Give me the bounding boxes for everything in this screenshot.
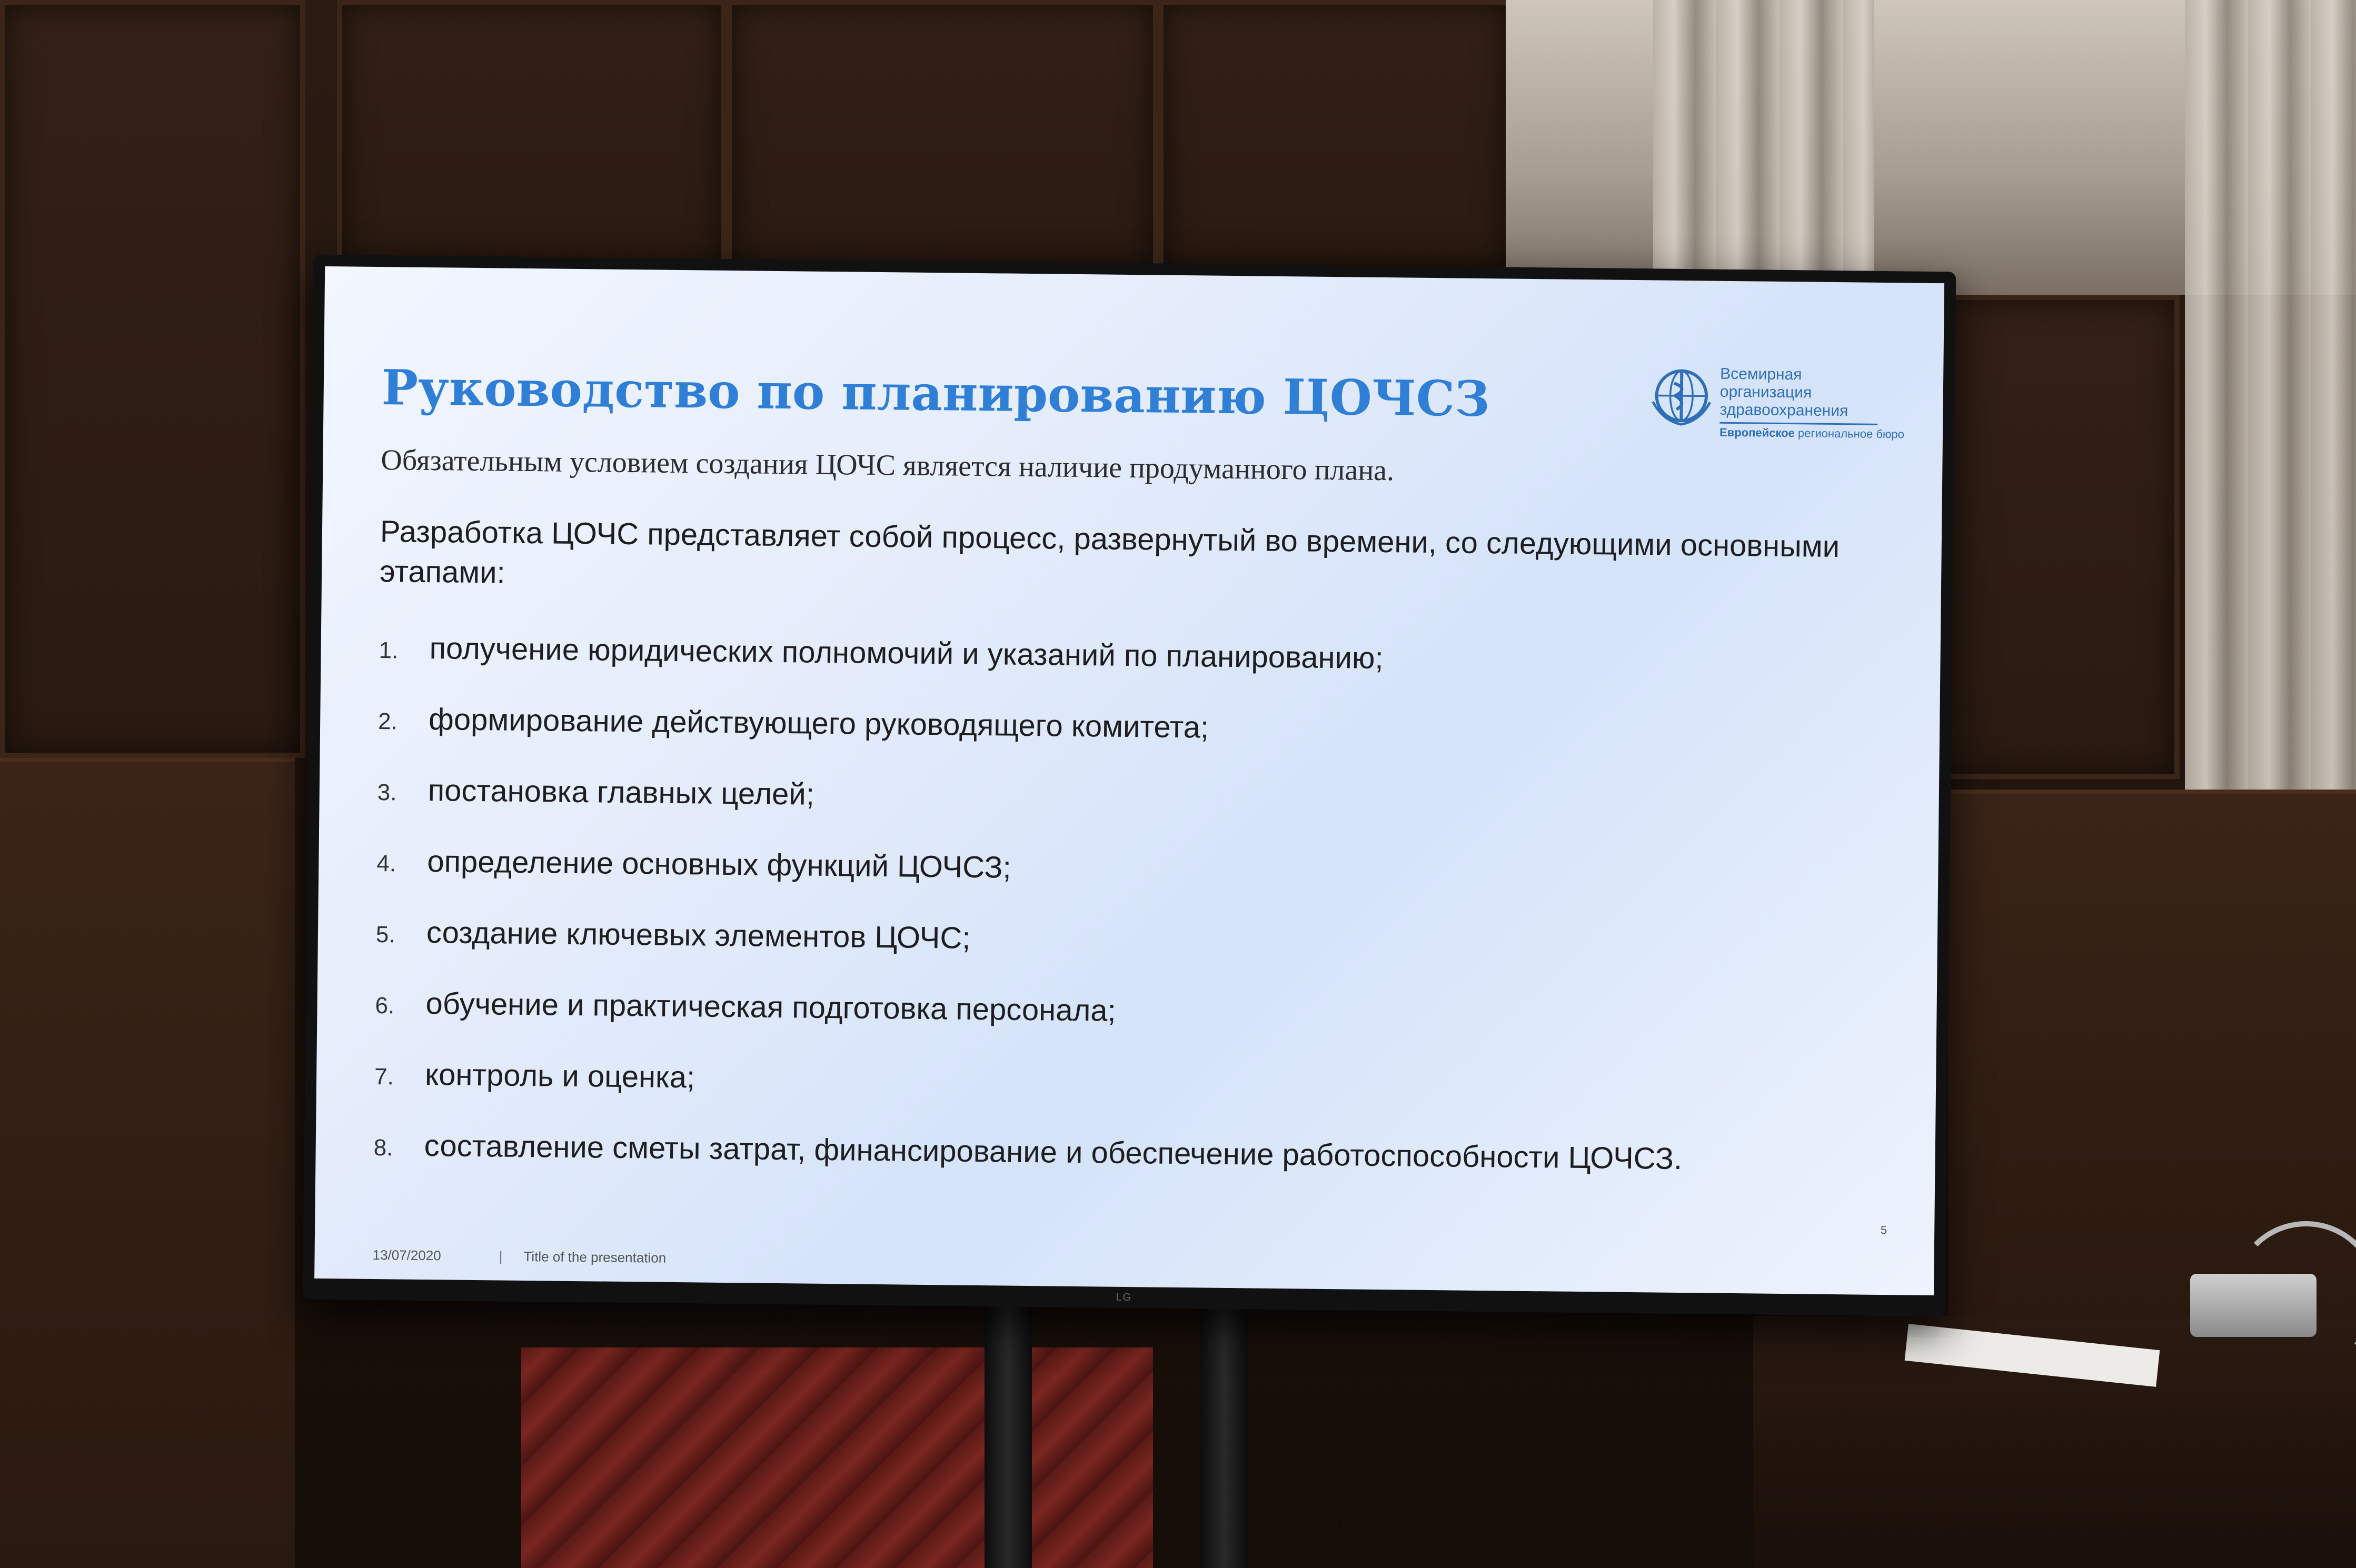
slide-screen: [314, 266, 1944, 1295]
step-text: создание ключевых элементов ЦОЧС;: [426, 915, 971, 955]
step-number: 7.: [374, 1064, 394, 1090]
list-item: [374, 1056, 1683, 1141]
step-text: определение основных функций ЦОЧСЗ;: [427, 844, 1011, 885]
step-number: 8.: [373, 1135, 393, 1161]
steps-list: [373, 630, 1688, 1212]
slide-intro: Разработка ЦОЧС представляет собой процесс, развернутый во времени, со следующими основными этапами:: [379, 514, 1840, 590]
monitor-brand-logo: LG: [1116, 1291, 1132, 1304]
step-text: формирование действующего руководящего комитета;: [428, 702, 1209, 745]
bench-left: [0, 758, 295, 1568]
carpet: [521, 1347, 1153, 1568]
step-text: контроль и оценка;: [424, 1057, 695, 1095]
slide-footer: [372, 1247, 666, 1266]
step-text: получение юридических полномочий и указаний по планированию;: [429, 631, 1384, 676]
list-item: [373, 1127, 1683, 1212]
monitor-stand: [985, 1295, 1032, 1568]
who-name: Всемирная организация здравоохранения: [1719, 365, 1848, 420]
slide-page-number: 5: [1880, 1223, 1887, 1237]
wood-panel-left: [0, 0, 305, 758]
list-item: [379, 630, 1688, 715]
step-number: 6.: [375, 993, 395, 1019]
wood-panel-center: [727, 0, 1158, 274]
step-number: 3.: [377, 780, 397, 806]
step-number: 4.: [376, 851, 396, 877]
who-divider: [1719, 422, 1877, 425]
who-emblem-icon: [1650, 364, 1713, 427]
curtain-right: [2185, 0, 2356, 895]
step-text: постановка главных целей;: [428, 773, 815, 812]
footer-separator: |: [499, 1248, 503, 1264]
wood-panel-center-left: [337, 0, 727, 274]
monitor: [303, 255, 1956, 1317]
monitor-stand-right: [1200, 1295, 1248, 1568]
footer-date: 13/07/2020: [372, 1246, 441, 1264]
step-number: 2.: [377, 708, 398, 735]
list-item: [375, 914, 1685, 999]
curtain-left: [1653, 0, 1874, 284]
step-text: обучение и практическая подготовка персонала;: [425, 986, 1117, 1028]
who-logo: [1650, 364, 1905, 441]
slide-title: Руководство по планированию ЦОЧСЗ: [381, 359, 1490, 428]
who-region: [1719, 426, 1904, 442]
slide-subtitle: Обязательным условием создания ЦОЧС является наличие продуманного плана.: [381, 444, 1395, 487]
list-item: [377, 772, 1686, 857]
who-region-rest: региональное бюро: [1797, 426, 1905, 441]
who-region-bold: Европейское: [1719, 425, 1795, 440]
wood-panel-center-right: [1158, 0, 1511, 274]
footer-presentation-title: Title of the presentation: [523, 1249, 667, 1266]
list-item: [375, 985, 1684, 1070]
step-number: 1.: [379, 637, 399, 664]
list-item: [377, 701, 1687, 786]
step-number: 5.: [375, 922, 395, 948]
list-item: [376, 843, 1685, 928]
step-text: составление сметы затрат, финансирование и обеспечение работоспособности ЦОЧСЗ.: [424, 1128, 1683, 1176]
